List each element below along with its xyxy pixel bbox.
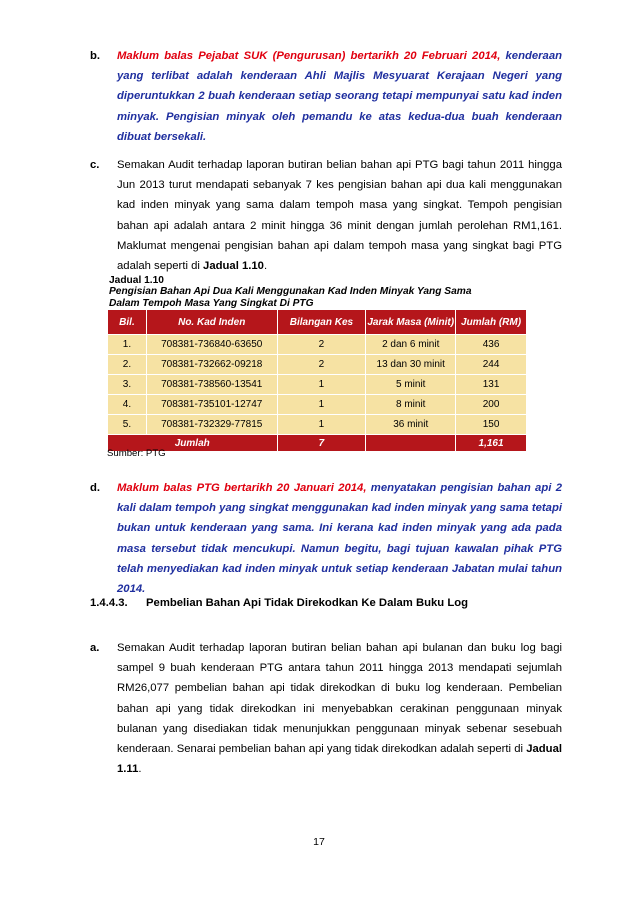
data-table — [107, 309, 527, 452]
table-reference: Jadual 1.10 — [203, 260, 264, 273]
cell: 1 — [277, 395, 366, 415]
table-source: Sumber: PTG — [107, 448, 166, 459]
cell: 708381-736840-63650 — [146, 335, 277, 355]
period: . — [138, 763, 142, 776]
section-heading — [90, 597, 469, 609]
table-row — [108, 355, 527, 375]
cell: 436 — [456, 335, 527, 355]
header-kad-inden: No. Kad Inden — [146, 310, 277, 335]
response-body: kenderaan yang terlibat adalah kenderaan Ahli Majlis Mesyuarat Kerajaan Negeri yang diperuntukkan 2 buah kenderaan setiap seorang tetapi mempunyai satu kad inden minyak. Pengisian minyak oleh pemandu ke atas kedua-dua buah kenderaan dibuat bersekali. — [117, 50, 563, 143]
table-total-row — [108, 435, 527, 452]
table-caption — [109, 275, 549, 309]
paragraph-label: c. — [90, 159, 100, 171]
cell: 2. — [108, 355, 147, 375]
cell: 5 minit — [366, 375, 456, 395]
response-text — [117, 46, 562, 147]
cell: 8 minit — [366, 395, 456, 415]
header-jarak-masa: Jarak Masa (Minit) — [366, 310, 456, 335]
paragraph-b — [90, 46, 562, 147]
table-number: Jadual 1.10 — [109, 275, 164, 286]
table-header-row — [108, 310, 527, 335]
period: . — [263, 260, 268, 273]
page-number: 17 — [313, 836, 325, 848]
cell: 1. — [108, 335, 147, 355]
cell: 1 — [277, 415, 366, 435]
cell: 3. — [108, 375, 147, 395]
response-text — [117, 478, 562, 599]
table-row — [108, 395, 527, 415]
section-number: 1.4.4.3. — [90, 597, 128, 609]
paragraph-text — [117, 638, 562, 779]
section-title: Pembelian Bahan Api Tidak Direkodkan Ke Dalam Buku Log — [146, 597, 469, 609]
cell: 36 minit — [366, 415, 456, 435]
total-label: Jumlah — [108, 435, 278, 452]
table-title-line-1: Pengisian Bahan Api Dua Kali Menggunakan Kad Inden Minyak Yang Sama — [109, 286, 472, 298]
paragraph-d — [90, 478, 562, 599]
cell: 2 — [277, 355, 366, 375]
total-jarak — [366, 435, 456, 452]
cell: 708381-732662-09218 — [146, 355, 277, 375]
response-source: Maklum balas PTG bertarikh 20 Januari 2014, — [117, 482, 367, 494]
header-jumlah: Jumlah (RM) — [456, 310, 527, 335]
table-reference: Jadual 1.11 — [117, 743, 562, 776]
cell: 244 — [456, 355, 527, 375]
total-kes: 7 — [277, 435, 366, 452]
cell: 13 dan 30 minit — [366, 355, 456, 375]
paragraph-label: b. — [90, 50, 101, 62]
header-bilangan-kes: Bilangan Kes — [277, 310, 366, 335]
cell: 2 — [277, 335, 366, 355]
cell: 708381-738560-13541 — [146, 375, 277, 395]
table-row — [108, 375, 527, 395]
response-body: menyatakan pengisian bahan api 2 kali dalam tempoh yang singkat menggunakan kad inden minyak yang sama tetapi bukan untuk kenderaan yang sama. Ini kerana kad inden minyak yang ada pada masa tersebut tidak mencukupi. Namun begitu, bagi tujuan kawalan pihak PTG telah menyediakan kad inden minyak untuk setiap kenderaan Jabatan mulai tahun 2014. — [117, 482, 562, 596]
cell: 200 — [456, 395, 527, 415]
paragraph-text — [117, 155, 562, 276]
cell: 131 — [456, 375, 527, 395]
cell: 1 — [277, 375, 366, 395]
total-jumlah: 1,161 — [456, 435, 527, 452]
paragraph-c — [90, 155, 562, 276]
table-title-line-2: Dalam Tempoh Masa Yang Singkat Di PTG — [109, 297, 314, 309]
cell: 708381-735101-12747 — [146, 395, 277, 415]
paragraph-body: Semakan Audit terhadap laporan butiran belian bahan api PTG bagi tahun 2011 hingga Jun 2013 turut mendapati sebanyak 7 kes pengisian bahan api dua kali menggunakan kad inden minyak yang sama dalam tempoh masa yang singkat. Tempoh pengisian bahan api adalah antara 2 minit hingga 36 minit dengan jumlah perolehan RM1,161. Maklumat mengenai pengisian bahan api dalam tempoh masa yang singkat bagi PTG adalah seperti di — [117, 159, 562, 273]
cell: 150 — [456, 415, 527, 435]
paragraph-label: d. — [90, 482, 101, 494]
cell: 708381-732329-77815 — [146, 415, 277, 435]
paragraph-a — [90, 638, 562, 779]
paragraph-label: a. — [90, 642, 100, 654]
header-bil: Bil. — [108, 310, 147, 335]
cell: 5. — [108, 415, 147, 435]
paragraph-body: Semakan Audit terhadap laporan butiran belian bahan api bulanan dan buku log bagi sampel 9 buah kenderaan PTG antara tahun 2011 hingga 2013 mendapati sejumlah RM26,077 pembelian bahan api tidak direkodkan di buku log kenderaan. Pembelian bahan api yang tidak direkodkan ini menyebabkan cerakinan penggunaan minyak bulanan yang disediakan tidak menunjukkan penggunaan minyak sebenar sesebuah kenderaan. Senarai pembelian bahan api yang tidak direkodkan adalah seperti di — [117, 642, 562, 756]
response-source: Maklum balas Pejabat SUK (Pengurusan) bertarikh 20 Februari 2014, — [117, 50, 501, 62]
cell: 2 dan 6 minit — [366, 335, 456, 355]
table-row — [108, 415, 527, 435]
cell: 4. — [108, 395, 147, 415]
table-row — [108, 335, 527, 355]
